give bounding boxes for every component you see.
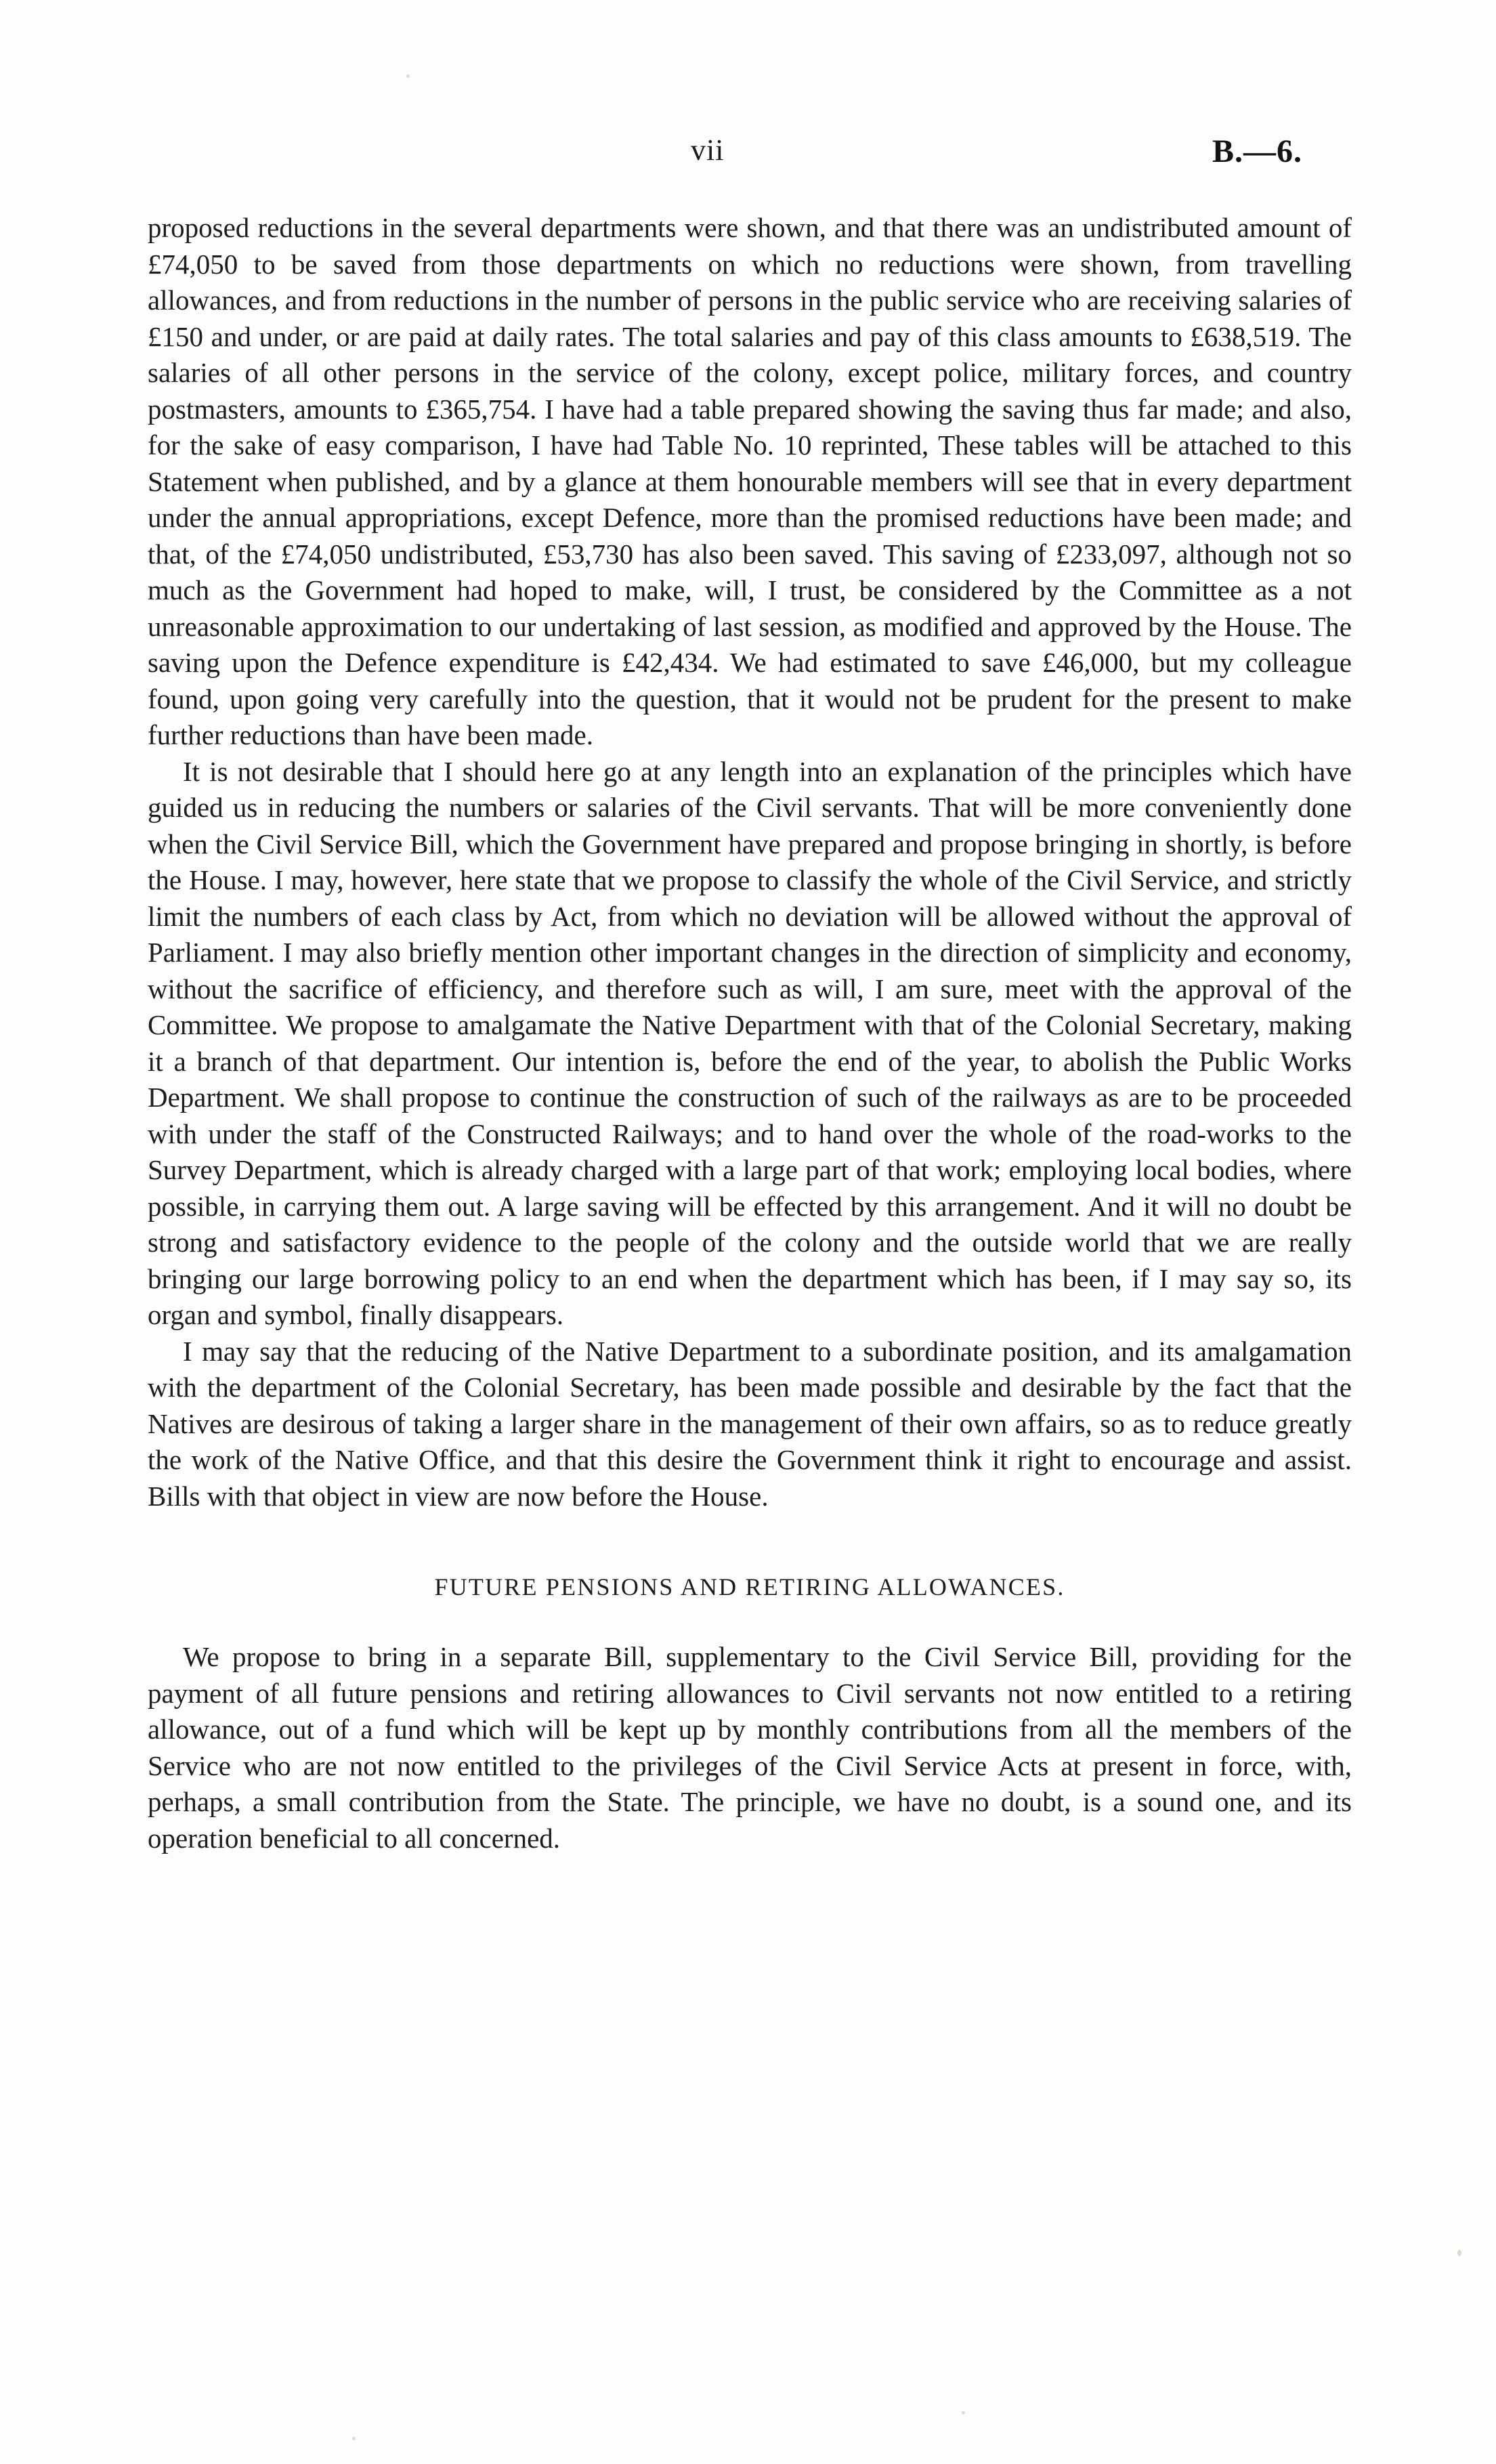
paragraph: I may say that the reducing of the Native Department to a subordinate position, and its amalgamation with the department of the Colonial Secretary, has been made possible and desirable by the fact that the Natives are desirous of taking a larger share in the management of their own affairs, so as to reduce greatly the work of the Native Office, and that this desire the Government think it right to encourage and assist. Bills with that object in view are now before the House. <box>148 1335 1352 1512</box>
paragraph: It is not desirable that I should here go at any length into an explanation of the principles which have guided us in reducing the numbers or salaries of the Civil servants. That will be more conveniently done when the Civil Service Bill, which the Government have prepared and propose bringing in shortly, is before the House. I may, however, here state that we propose to classify the whole of the Civil Service, and strictly limit the numbers of each class by Act, from which no deviation will be allowed without the approval of Parliament. I may also briefly mention other important changes in the direction of simplicity and economy, without the sacrifice of efficiency, and therefore such as will, I am sure, meet with the approval of the Committee. We propose to amalgamate the Native Department with that of the Colonial Secretary, making it a branch of that department. Our intention is, before the end of the year, to abolish the Public Works Department. We shall propose to continue the construction of such of the railways as are to be proceeded with under the staff of the Constructed Railways; and to hand over the whole of the road-works to the Survey Department, which is already charged with a large part of that work; employing local bodies, where possible, in carrying them out. A large saving will be effected by this arrangement. And it will no doubt be strong and satisfactory evidence to the people of the colony and the outside world that we are really bringing our large borrowing policy to an end when the department which has been, if I may say so, its organ and symbol, finally disappears. <box>148 755 1352 1330</box>
paragraph: We propose to bring in a separate Bill, supplementary to the Civil Service Bill, providing for the payment of all future pensions and retiring allowances to Civil servants not now entitled to a retiring allowance, out of a fund which will be kept up by monthly contributions from all the members of the Service who are not now entitled to the privileges of the Civil Service Acts at present in force, with, perhaps, a small contribution from the State. The principle, we have no doubt, is a sound one, and its operation beneficial to all concerned. <box>148 1641 1352 1854</box>
paragraph: proposed reductions in the several departments were shown, and that there was an undistributed amount of £74,050 to be saved from those departments on which no reductions were shown, from travelling allowances, and from reductions in the number of persons in the public service who are receiving salaries of £150 and under, or are paid at daily rates. The total salaries and pay of this class amounts to £638,519. The salaries of all other persons in the service of the colony, except police, military forces, and country postmasters, amounts to £365,754. I have had a table prepared showing the saving thus far made; and also, for the sake of easy comparison, I have had Table No. 10 reprinted, These tables will be attached to this Statement when published, and by a glance at them honourable members will see that in every department under the annual appropriations, except Defence, more than the promised reductions have been made; and that, of the £74,050 undistributed, £53,730 has also been saved. This saving of £233,097, although not so much as the Government had hoped to make, will, I trust, be considered by the Committee as a not unreasonable approximation to our undertaking of last session, as modified and approved by the House. The saving upon the Defence expenditure is £42,434. We had estimated to save £46,000, but my colleague found, upon going very carefully into the question, that it would not be prudent for the present to make further reductions than have been made. <box>148 212 1352 750</box>
section-heading: FUTURE PENSIONS AND RETIRING ALLOWANCES. <box>434 1573 1065 1600</box>
body-text-column <box>148 210 1352 1856</box>
page-speck <box>352 2437 356 2440</box>
page-speck <box>962 2411 965 2415</box>
page-number: vii <box>691 133 725 167</box>
page-speck <box>1457 2250 1461 2256</box>
page-header <box>0 133 1496 180</box>
document-reference: B.—6. <box>1212 133 1303 169</box>
page-speck <box>406 75 410 78</box>
